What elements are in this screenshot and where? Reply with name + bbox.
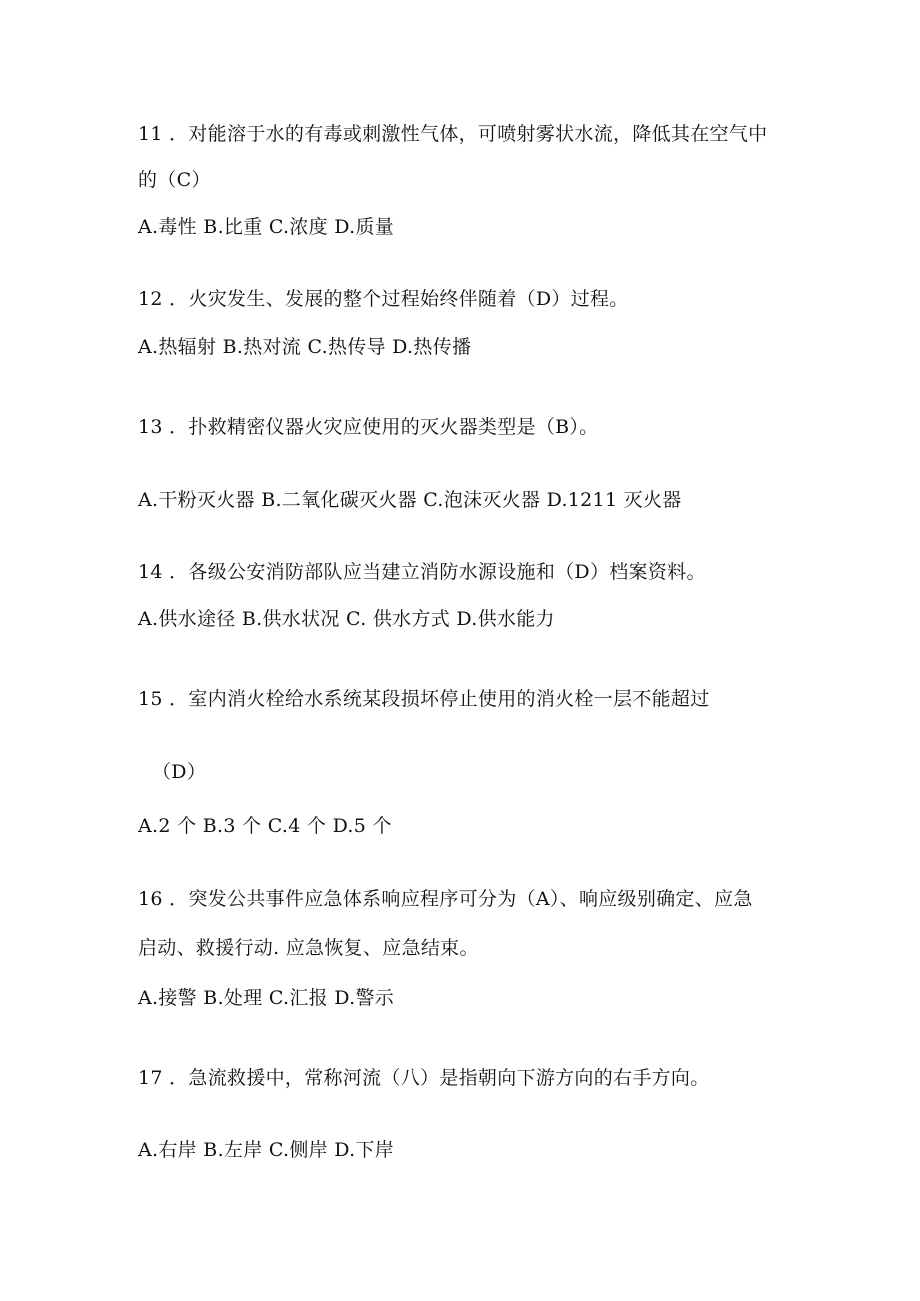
- question-13-options: A.干粉灭火器 B.二氧化碳灭火器 C.泡沫灭火器 D.1211 灭火器: [138, 489, 682, 511]
- question-13-stem: 13 ．扑救精密仪器火灾应使用的灭火器类型是（B）。: [138, 416, 599, 438]
- question-14-options: A.供水途径 B.供水状况 C. 供水方式 D.供水能力: [138, 608, 555, 630]
- question-11-stem-line-1: 11 ．对能溶于水的有毒或刺激性气体，可喷射雾状水流，降低其在空气中: [138, 123, 768, 145]
- question-15-options: A.2 个 B.3 个 C.4 个 D.5 个: [138, 815, 392, 837]
- question-14-stem: 14 ．各级公安消防部队应当建立消防水源设施和（D）档案资料。: [138, 561, 706, 583]
- question-11-stem-line-2: 的（C）: [138, 169, 211, 191]
- question-16-stem-line-2: 启动、救援行动. 应急恢复、应急结束。: [138, 937, 479, 959]
- question-12-options: A.热辐射 B.热对流 C.热传导 D.热传播: [138, 336, 472, 358]
- question-15-stem-line-2: （D）: [152, 761, 207, 783]
- question-16-stem-line-1: 16 ．突发公共事件应急体系响应程序可分为（A）、响应级别确定、应急: [138, 888, 753, 910]
- question-17-stem: 17 ．急流救援中，常称河流（八）是指朝向下游方向的右手方向。: [138, 1067, 710, 1089]
- question-17-options: A.右岸 B.左岸 C.侧岸 D.下岸: [138, 1139, 395, 1161]
- question-16-options: A.接警 B.处理 C.汇报 D.警示: [138, 987, 395, 1009]
- question-15-stem-line-1: 15 ．室内消火栓给水系统某段损坏停止使用的消火栓一层不能超过: [138, 688, 710, 710]
- question-11-options: A.毒性 B.比重 C.浓度 D.质量: [138, 216, 395, 238]
- question-12-stem: 12 ．火灾发生、发展的整个过程始终伴随着（D）过程。: [138, 288, 629, 310]
